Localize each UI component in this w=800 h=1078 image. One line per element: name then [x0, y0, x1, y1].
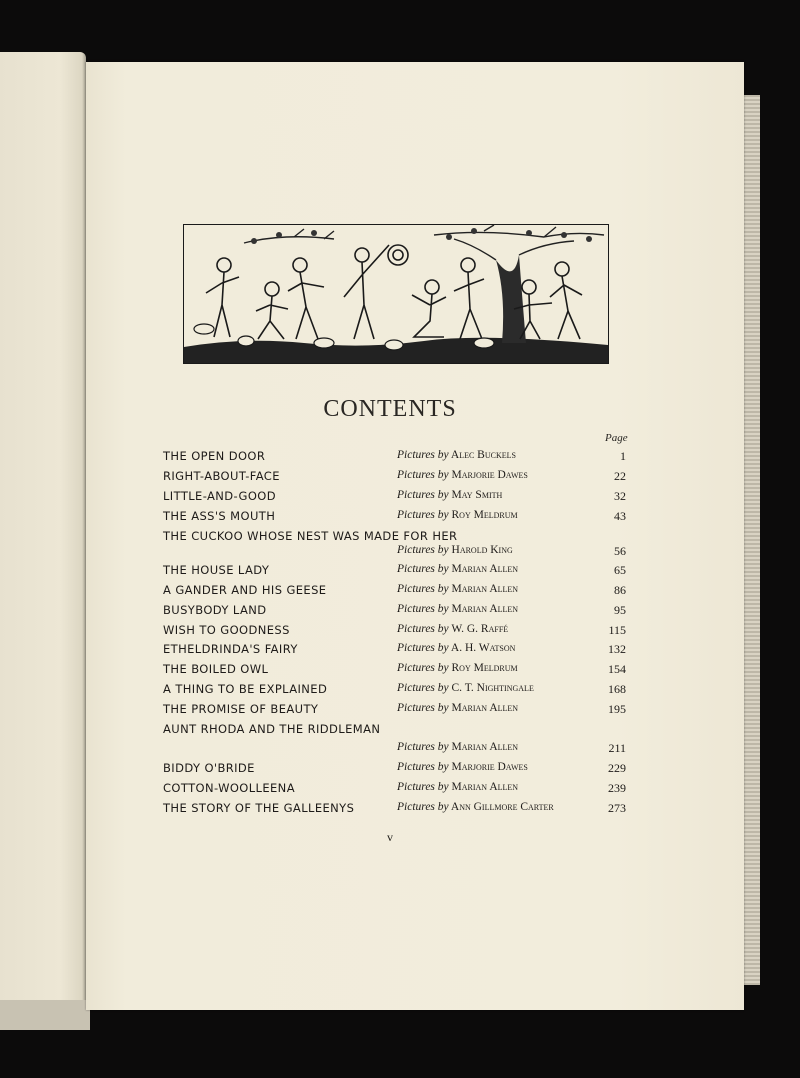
entry-page-number: 95 [614, 603, 626, 617]
toc-entry [86, 702, 744, 722]
entry-credit: Pictures by Marian Allen [397, 781, 519, 793]
entry-page-number: 154 [608, 662, 626, 676]
entry-page-number: 65 [614, 563, 626, 577]
entry-page-number: 229 [608, 761, 626, 775]
toc-entry [86, 449, 744, 469]
entry-title: THE OPEN DOOR [163, 449, 266, 463]
toc-entry [86, 583, 744, 603]
entry-credit: Pictures by Alec Buckels [397, 449, 516, 461]
entry-title: THE STORY OF THE GALLEENYS [163, 801, 355, 815]
toc-entry [86, 642, 744, 662]
entry-title: BUSYBODY LAND [163, 603, 267, 617]
entry-title: THE CUCKOO WHOSE NEST WAS MADE FOR HER [163, 529, 458, 543]
entry-title: THE ASS'S MOUTH [163, 509, 276, 523]
entry-title: THE BOILED OWL [163, 662, 269, 676]
entry-page-number: 273 [608, 801, 626, 815]
toc-entry [86, 662, 744, 682]
entry-credit: Pictures by Marian Allen [397, 563, 519, 575]
page-column-label: Page [605, 432, 628, 444]
entry-credit: Pictures by Marian Allen [397, 583, 519, 595]
entry-title: AUNT RHODA AND THE RIDDLEMAN [163, 722, 381, 736]
entry-credit: Pictures by Harold King [397, 544, 513, 556]
entry-credit: Pictures by A. H. Watson [397, 642, 516, 654]
entry-credit: Pictures by Roy Meldrum [397, 509, 518, 521]
toc-entry [86, 682, 744, 702]
toc-entry [86, 489, 744, 509]
toc-entry [86, 623, 744, 643]
entry-credit: Pictures by Ann Gillmore Carter [397, 801, 554, 813]
contents-page [86, 62, 744, 1010]
entry-title: ETHELDRINDA'S FAIRY [163, 642, 298, 656]
entry-page-number: 1 [620, 449, 626, 463]
toc-entry [86, 469, 744, 489]
contents-heading: CONTENTS [323, 396, 457, 422]
toc-entry [86, 509, 744, 529]
entry-page-number: 32 [614, 489, 626, 503]
entry-title: THE HOUSE LADY [163, 563, 270, 577]
entry-title: WISH TO GOODNESS [163, 623, 290, 637]
entry-credit: Pictures by Marjorie Dawes [397, 469, 528, 481]
toc-entry [86, 722, 744, 742]
entry-page-number: 22 [614, 469, 626, 483]
book-cover-edge [0, 1000, 90, 1030]
toc-entry [86, 781, 744, 801]
entry-title: LITTLE-AND-GOOD [163, 489, 276, 503]
entry-page-number: 168 [608, 682, 626, 696]
entry-page-number: 86 [614, 583, 626, 597]
entry-credit: Pictures by Roy Meldrum [397, 662, 518, 674]
entry-page-number: 195 [608, 702, 626, 716]
entry-credit: Pictures by Marjorie Dawes [397, 761, 528, 773]
entry-credit: Pictures by W. G. Raffé [397, 623, 509, 635]
toc-entry [86, 761, 744, 781]
entry-title: BIDDY O'BRIDE [163, 761, 255, 775]
entry-title: A GANDER AND HIS GEESE [163, 583, 327, 597]
toc-entry-credit-line [86, 741, 744, 761]
toc-entry [86, 801, 744, 821]
toc-entry [86, 603, 744, 623]
entry-page-number: 56 [614, 544, 626, 558]
entry-page-number: 132 [608, 642, 626, 656]
toc-entry [86, 563, 744, 583]
entry-title: A THING TO BE EXPLAINED [163, 682, 328, 696]
entry-credit: Pictures by C. T. Nightingale [397, 682, 534, 694]
entry-credit: Pictures by Marian Allen [397, 741, 519, 753]
entry-credit: Pictures by Marian Allen [397, 702, 519, 714]
entry-page-number: 43 [614, 509, 626, 523]
toc-entry-credit-line [86, 544, 744, 564]
entry-page-number: 239 [608, 781, 626, 795]
entry-credit: Pictures by May Smith [397, 489, 503, 501]
header-illustration [183, 224, 609, 364]
entry-page-number: 211 [608, 741, 626, 755]
entry-title: THE PROMISE OF BEAUTY [163, 702, 319, 716]
entry-page-number: 115 [608, 623, 626, 637]
entry-credit: Pictures by Marian Allen [397, 603, 519, 615]
left-page-edge [0, 52, 86, 1020]
entry-title: RIGHT-ABOUT-FACE [163, 469, 280, 483]
folio-page-number: v [387, 830, 393, 844]
entry-title: COTTON-WOOLLEENA [163, 781, 295, 795]
